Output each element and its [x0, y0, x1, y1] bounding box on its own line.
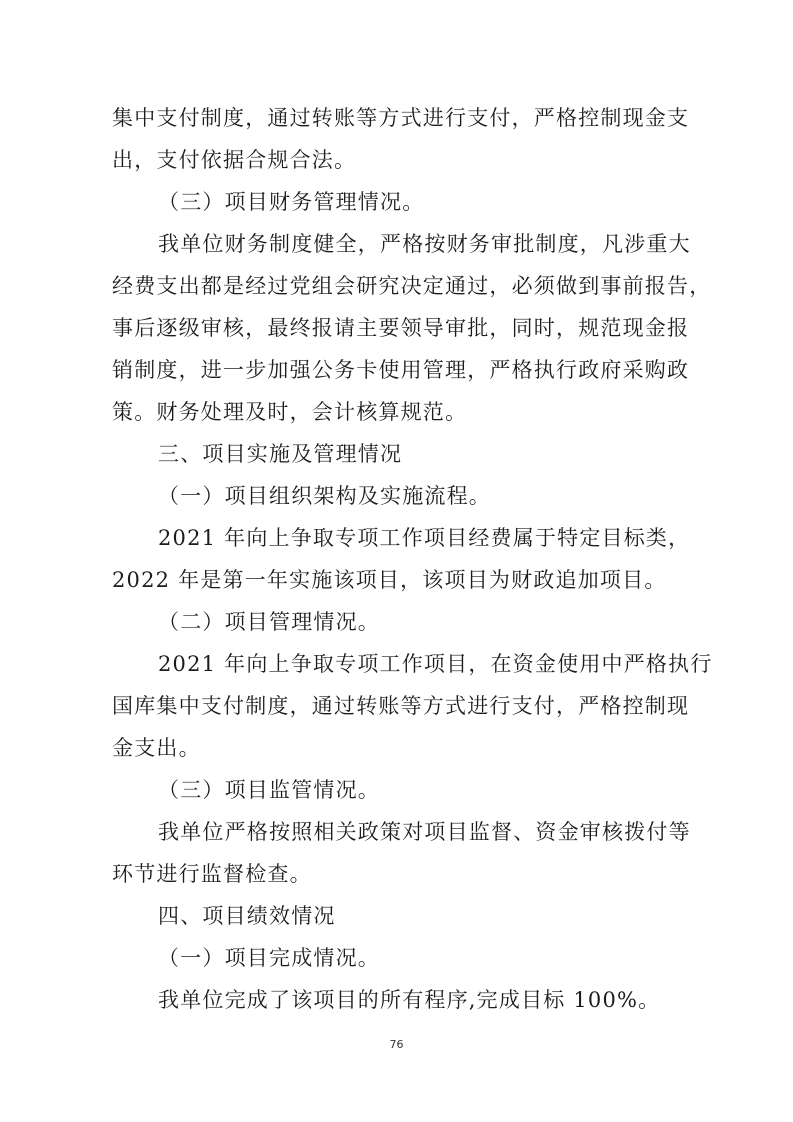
text-line: 销制度，进一步加强公务卡使用管理，严格执行政府采购政: [112, 358, 690, 382]
section-heading: [112, 433, 712, 475]
text-line: 金支出。: [112, 736, 201, 760]
text-line: 策。财务处理及时，会计核算规范。: [112, 400, 468, 424]
page-number: 76: [389, 1038, 404, 1051]
text-line: 三、项目实施及管理情况: [158, 442, 403, 466]
text-line: 我单位完成了该项目的所有程序,完成目标 100%。: [158, 988, 661, 1012]
text-line: 事后逐级审核，最终报请主要领导审批，同时，规范现金报: [112, 316, 690, 340]
text-line: 2021 年向上争取专项工作项目经费属于特定目标类，: [158, 526, 691, 550]
text-line: （一）项目组织架构及实施流程。: [158, 484, 491, 508]
text-line: （三）项目监管情况。: [158, 778, 380, 802]
paragraph: [112, 643, 712, 769]
page-body: [112, 97, 712, 1021]
subsection-heading: [112, 937, 712, 979]
text-line: 环节进行监督检查。: [112, 862, 312, 886]
paragraph: [112, 517, 712, 601]
text-line: 出，支付依据合规合法。: [112, 148, 357, 172]
text-line: 2022 年是第一年实施该项目，该项目为财政追加项目。: [112, 568, 667, 592]
text-line: 我单位严格按照相关政策对项目监督、资金审核拨付等: [158, 820, 691, 844]
text-line: （三）项目财务管理情况。: [158, 190, 425, 214]
paragraph: [112, 97, 712, 181]
text-line: 2021 年向上争取专项工作项目，在资金使用中严格执行: [158, 652, 713, 676]
section-heading: [112, 895, 712, 937]
subsection-heading: [112, 181, 712, 223]
paragraph: [112, 811, 712, 895]
subsection-heading: [112, 601, 712, 643]
text-line: 我单位财务制度健全，严格按财务审批制度，凡涉重大: [158, 232, 691, 256]
text-line: （一）项目完成情况。: [158, 946, 380, 970]
text-line: 集中支付制度，通过转账等方式进行支付，严格控制现金支: [112, 106, 690, 130]
text-line: （二）项目管理情况。: [158, 610, 380, 634]
subsection-heading: [112, 475, 712, 517]
text-line: 国库集中支付制度，通过转账等方式进行支付，严格控制现: [112, 694, 690, 718]
paragraph: [112, 223, 712, 433]
text-line: 经费支出都是经过党组会研究决定通过，必须做到事前报告，: [112, 274, 712, 298]
paragraph: [112, 979, 712, 1021]
subsection-heading: [112, 769, 712, 811]
text-line: 四、项目绩效情况: [158, 904, 336, 928]
